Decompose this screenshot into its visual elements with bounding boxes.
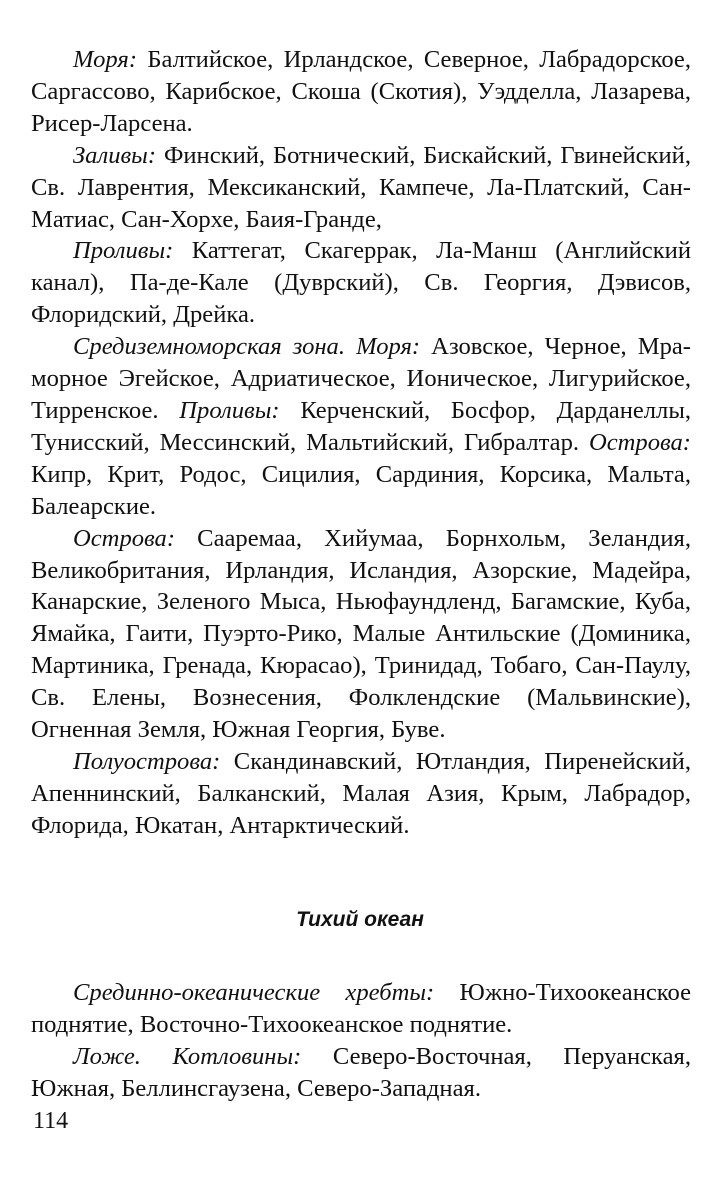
label-islands: Острова: [73, 524, 176, 552]
text-straits: Каттегат, Скагеррак, Ла-Манш (Английский канал), Па-де-Кале (Дуврский), Св. Георгия, Дэвисов, Флоридский, Дрейка. [31, 237, 691, 329]
text-block-atlantic [31, 44, 691, 842]
text-seas: Балтийское, Ирландское, Северное, Лабрадорское, Саргассово, Карибское, Скоша (Скотия), Уэдделла, Лазарева, Рисер-Ларсена. [31, 46, 691, 137]
paragraph-seas [31, 44, 691, 140]
page-number: 114 [33, 1108, 69, 1134]
text-mediterranean-straits: Керченский, Босфор, Дарданеллы, Тунисский, Мессинский, Мальтийский, Гибралтар. [31, 396, 692, 456]
label-seas: Моря: [73, 46, 138, 73]
paragraph-gulfs [31, 140, 691, 236]
text-mediterranean-seas: Азовское, Черное, Мраморное Эгейское, Адриатическое, Ионическое, Лигурийское, Тирренское. [31, 333, 691, 424]
text-mediterranean-islands: Кипр, Крит, Родос, Сицилия, Сардиния, Корсика, Мальта, Балеарские. [31, 460, 691, 520]
text-peninsulas: Скандинавский, Ютландия, Пиренейский, Апеннинский, Балканский, Малая Азия, Крым, Лабрадор, Флорида, Юкатан, Антарктический. [31, 747, 691, 839]
paragraph-mediterranean [31, 331, 691, 522]
label-mediterranean-seas: Средиземноморская зона. Моря: [73, 333, 421, 361]
label-peninsulas: Полуострова: [73, 747, 221, 775]
text-basins: Северо-Восточная, Перуанская, Южная, Беллинсгаузена, Северо-Западная. [31, 1042, 691, 1102]
label-straits: Проливы: [73, 237, 174, 265]
paragraph-basins [31, 1041, 691, 1105]
text-gulfs: Финский, Ботнический, Бискайский, Гвинейский, Св. Лаврентия, Мексиканский, Кампече, Ла-Платский, Сан-Матиас, Сан-Хорхе, Баия-Гранде, [31, 141, 691, 233]
paragraph-islands [31, 523, 691, 746]
text-block-pacific [31, 977, 691, 1105]
paragraph-straits [31, 235, 691, 331]
text-islands: Сааремаа, Хийумаа, Борнхольм, Зеландия, Великобритания, Ирландия, Исландия, Азорские, Мадейра, Канарские, Зеленого Мыса, Ньюфаундленд, Багамские, Куба, Ямайка, Гаити, Пуэрто-Рико, Малые Антильские (Доминика, Мартиника, Гренада, Кюрасао), Тринидад, Тобаго, Сан-Паулу, Св. Елены, Вознесения, Фолклендские (Мальвинские), Огненная Земля, Южная Георгия, Буве. [31, 524, 691, 744]
label-basins: Ложе. Котловины: [73, 1042, 302, 1070]
paragraph-ridges [31, 977, 691, 1041]
label-gulfs: Заливы: [73, 141, 157, 169]
paragraph-peninsulas [31, 746, 691, 842]
section-heading: Тихий океан [296, 908, 424, 931]
label-mediterranean-straits: Проливы: [179, 396, 280, 424]
label-ridges: Срединно-океанические хребты: [73, 979, 435, 1006]
label-mediterranean-islands: Острова: [588, 428, 691, 456]
text-ridges: Южно-Тихоокеанское поднятие, Восточно-Тихоокеанское поднятие. [31, 979, 691, 1038]
